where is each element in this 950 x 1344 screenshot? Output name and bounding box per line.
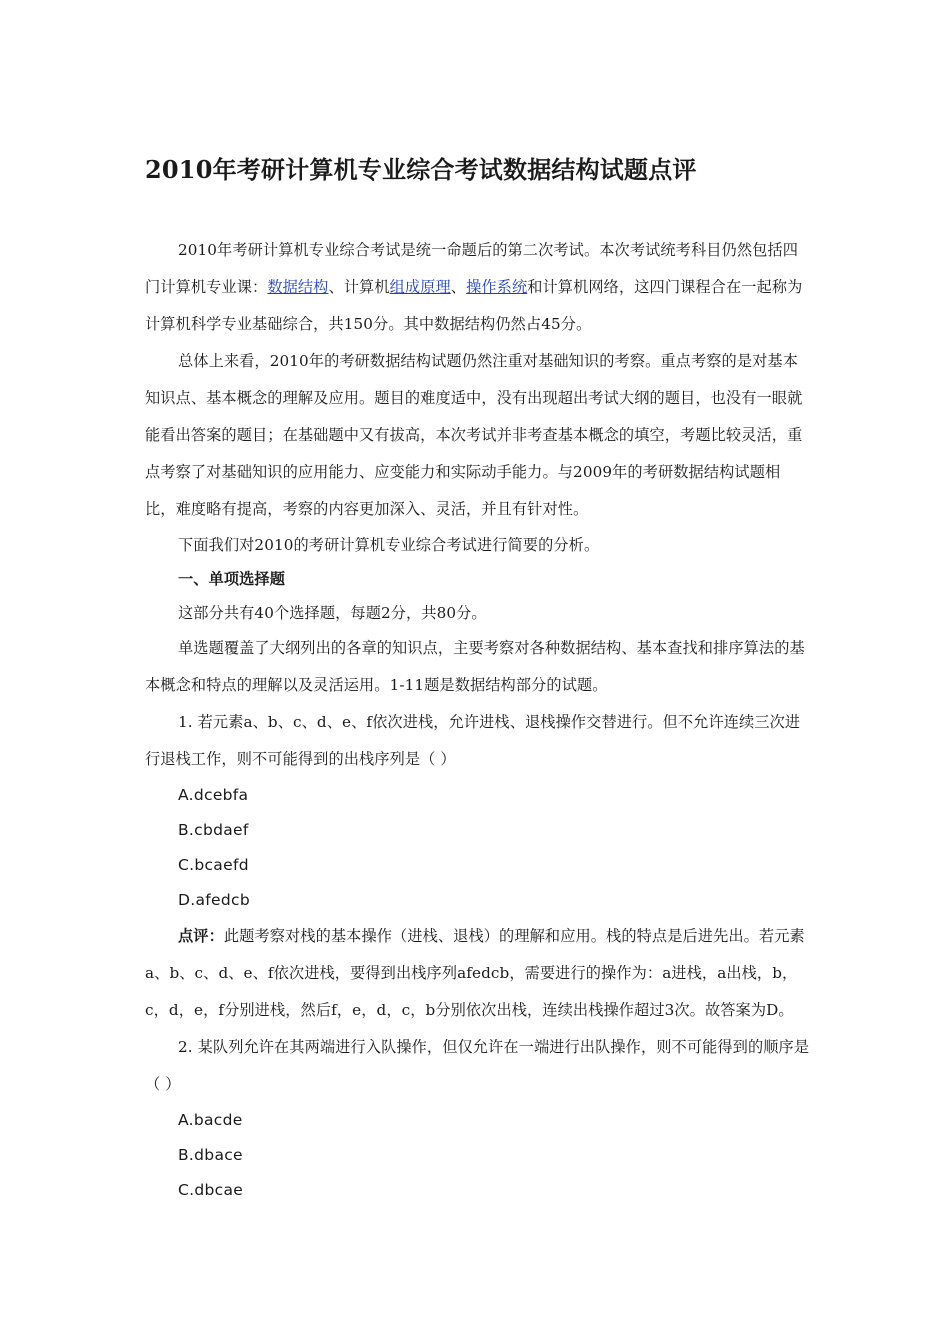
section-heading: 一、单项选择题 (178, 570, 286, 588)
question-1-option-a: A.dcebfa (178, 786, 249, 804)
question-1-option-b: B.cbdaef (178, 821, 249, 839)
question-1-comment: 点评：此题考察对栈的基本操作（进栈、退栈）的理解和应用。栈的特点是后进先出。若元素a、b、c、d、e、f依次进栈，要得到出栈序列afedcb，需要进行的操作为：a进栈，a出栈，b，c，d，e，f分别进栈，然后f，e，d，c，b分别依次出栈，连续出栈操作超过3次。故答案为D。 (145, 927, 805, 1019)
question-1-option-d: D.afedcb (178, 891, 250, 909)
intro-paragraph-3: 下面我们对2010的考研计算机专业综合考试进行简要的分析。 (178, 536, 600, 554)
link-operating-system[interactable]: 操作系统 (466, 278, 528, 296)
link-computer-organization[interactable]: 组成原理 (389, 278, 451, 296)
document-title: 2010年考研计算机专业综合考试数据结构试题点评 (145, 155, 697, 184)
question-1-option-c: C.bcaefd (178, 856, 249, 874)
question-2-stem: 2. 某队列允许在其两端进行入队操作，但仅允许在一端进行出队操作，则不可能得到的顺序是（ ） (145, 1038, 810, 1093)
document-body (145, 232, 810, 1208)
link-data-structure[interactable]: 数据结构 (267, 278, 329, 296)
question-2-option-a: A.bacde (178, 1111, 243, 1129)
intro-paragraph-1: 2010年考研计算机专业综合考试是统一命题后的第二次考试。本次考试统考科目仍然包括四门计算机专业课：数据结构、计算机组成原理、操作系统和计算机网络，这四门课程合在一起称为计算机科学专业基础综合，共150分。其中数据结构仍然占45分。 (145, 241, 803, 333)
intro-paragraph-2: 总体上来看，2010年的考研数据结构试题仍然注重对基础知识的考察。重点考察的是对基本知识点、基本概念的理解及应用。题目的难度适中，没有出现超出考试大纲的题目，也没有一眼就能看出答案的题目；在基础题中又有拔高，本次考试并非考查基本概念的填空，考题比较灵活，重点考察了对基础知识的应用能力、应变能力和实际动手能力。与2009年的考研数据结构试题相比，难度略有提高，考察的内容更加深入、灵活，并且有针对性。 (145, 352, 803, 518)
question-2-option-c: C.dbcae (178, 1181, 244, 1199)
section-paragraph-2: 单选题覆盖了大纲列出的各章的知识点，主要考察对各种数据结构、基本查找和排序算法的基本概念和特点的理解以及灵活运用。1-11题是数据结构部分的试题。 (145, 639, 805, 694)
comment-label: 点评： (178, 927, 224, 945)
question-2-option-b: B.dbace (178, 1146, 243, 1164)
section-paragraph-1: 这部分共有40个选择题，每题2分，共80分。 (178, 604, 487, 622)
question-1-stem: 1. 若元素a、b、c、d、e、f依次进栈，允许进栈、退栈操作交替进行。但不允许连续三次进行退栈工作，则不可能得到的出栈序列是（ ） (145, 713, 801, 768)
